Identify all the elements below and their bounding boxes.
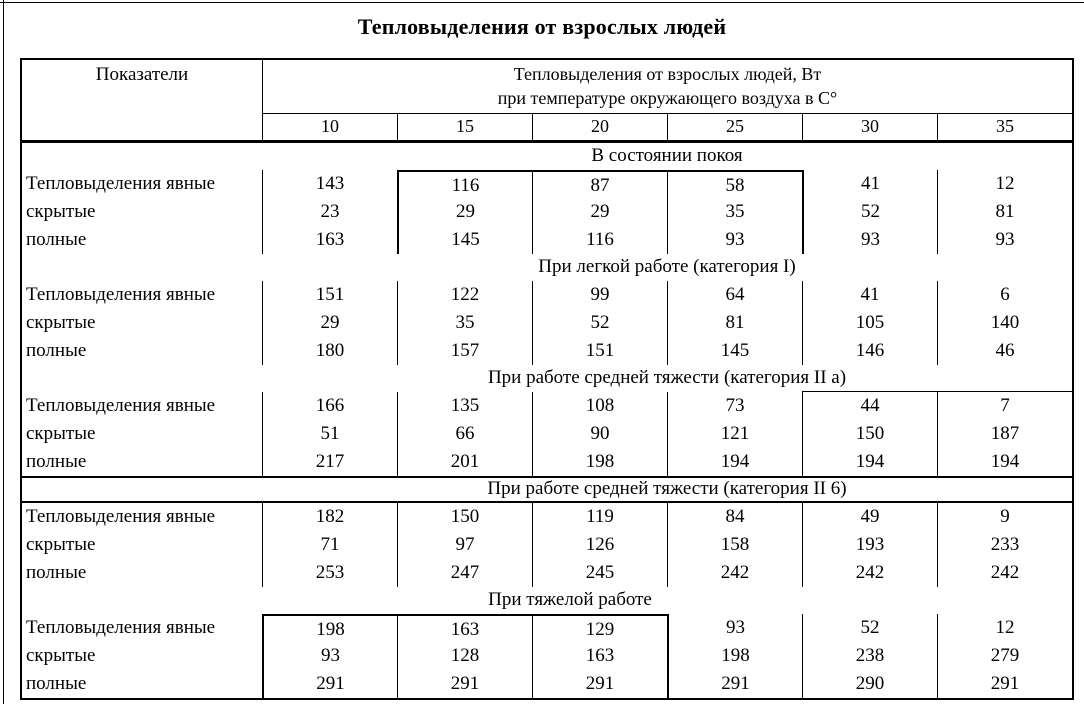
data-cell: 135: [397, 392, 532, 420]
row-label: Тепловыделения явные: [26, 395, 216, 416]
data-cell: 163: [397, 614, 532, 643]
data-cell: 140: [937, 309, 1072, 337]
data-cell: 35: [667, 198, 802, 226]
table-row: [22, 170, 1072, 198]
data-cell: 242: [802, 559, 937, 587]
data-cell: 128: [397, 642, 532, 670]
data-cell: 182: [262, 503, 397, 531]
data-cell: 29: [532, 198, 667, 226]
data-cell: 93: [667, 226, 802, 254]
data-cell: 291: [262, 670, 397, 698]
row-label: Тепловыделения явные: [26, 617, 216, 638]
section-title: При работе средней тяжести (категория II а): [22, 365, 1072, 392]
data-cell: 279: [937, 642, 1072, 670]
row-label: полные: [26, 340, 87, 361]
temp-column-header: 15: [397, 114, 532, 140]
data-cell: 217: [262, 448, 397, 476]
data-cell: 151: [262, 281, 397, 309]
data-cell: 64: [667, 281, 802, 309]
data-cell: 122: [397, 281, 532, 309]
merged-column-header: [262, 60, 1072, 114]
data-cell: 81: [937, 198, 1072, 226]
data-cell: 233: [937, 531, 1072, 559]
data-cell: 52: [532, 309, 667, 337]
row-label: полные: [26, 229, 87, 250]
partial-border-line: [802, 391, 1072, 392]
data-cell: 41: [802, 281, 937, 309]
data-cell: 150: [802, 420, 937, 448]
page-frame-left: [3, 0, 4, 704]
data-cell: 163: [532, 642, 667, 670]
table-row: [22, 503, 1072, 531]
data-cell: 291: [532, 670, 667, 698]
data-cell: 198: [262, 614, 397, 643]
data-cell: 66: [397, 420, 532, 448]
row-label: полные: [26, 562, 87, 583]
data-cell: 51: [262, 420, 397, 448]
table-row: [22, 614, 1072, 642]
data-cell: 93: [667, 614, 802, 643]
data-cell: 143: [262, 170, 397, 199]
data-cell: 291: [667, 670, 802, 698]
data-cell: 158: [667, 531, 802, 559]
data-cell: 145: [397, 226, 532, 254]
data-cell: 194: [937, 448, 1072, 476]
data-cell: 198: [667, 642, 802, 670]
table-row: [22, 281, 1072, 309]
data-cell: 291: [937, 670, 1072, 698]
data-cell: 245: [532, 559, 667, 587]
data-cell: 247: [397, 559, 532, 587]
table-row: [22, 309, 1072, 337]
data-cell: 52: [802, 614, 937, 643]
data-cell: 126: [532, 531, 667, 559]
data-cell: 116: [532, 226, 667, 254]
data-cell: 150: [397, 503, 532, 531]
table-body: [22, 143, 1072, 698]
temp-column-header: 30: [802, 114, 937, 140]
data-cell: 163: [262, 226, 397, 254]
temp-column-header: 10: [262, 114, 397, 140]
data-cell: 87: [532, 170, 667, 199]
table-row: [22, 642, 1072, 670]
column-header-line2: при температуре окружающего воздуха в С°: [497, 88, 838, 108]
table-row: [22, 226, 1072, 254]
table-row: [22, 198, 1072, 226]
data-cell: 84: [667, 503, 802, 531]
data-cell: 242: [667, 559, 802, 587]
row-label: Тепловыделения явные: [26, 506, 216, 527]
data-cell: 242: [937, 559, 1072, 587]
data-cell: 146: [802, 337, 937, 365]
row-label: скрытые: [26, 201, 96, 222]
data-cell: 193: [802, 531, 937, 559]
row-label: полные: [26, 673, 87, 694]
temp-column-header: 20: [532, 114, 667, 140]
section-title: При работе средней тяжести (категория II 6): [22, 476, 1072, 503]
data-cell: 238: [802, 642, 937, 670]
section-title: В состоянии покоя: [591, 145, 743, 166]
data-cell: 29: [397, 198, 532, 226]
data-cell: 35: [397, 309, 532, 337]
data-cell: 198: [532, 448, 667, 476]
heat-emissions-table: [20, 58, 1074, 700]
table-row: [22, 670, 1072, 698]
data-cell: 29: [262, 309, 397, 337]
table-row: [22, 531, 1072, 559]
data-cell: 93: [262, 642, 397, 670]
data-cell: 105: [802, 309, 937, 337]
data-cell: 44: [802, 392, 937, 420]
data-cell: 41: [802, 170, 937, 199]
data-cell: 52: [802, 198, 937, 226]
data-cell: 121: [667, 420, 802, 448]
data-cell: 180: [262, 337, 397, 365]
table-header: [22, 60, 1072, 143]
row-label: скрытые: [26, 645, 96, 666]
data-cell: 99: [532, 281, 667, 309]
data-cell: 290: [802, 670, 937, 698]
row-label: Тепловыделения явные: [26, 284, 216, 305]
data-cell: 97: [397, 531, 532, 559]
data-cell: 12: [937, 614, 1072, 643]
data-cell: 129: [532, 614, 667, 643]
data-cell: 116: [397, 170, 532, 199]
row-label: полные: [26, 451, 87, 472]
table-row: [22, 337, 1072, 365]
table-row: [22, 392, 1072, 420]
row-label: скрытые: [26, 312, 96, 333]
data-cell: 12: [937, 170, 1072, 199]
table-row: [22, 420, 1072, 448]
data-cell: 108: [532, 392, 667, 420]
data-cell: 90: [532, 420, 667, 448]
data-cell: 49: [802, 503, 937, 531]
section-title: При тяжелой работе: [488, 589, 652, 610]
data-cell: 119: [532, 503, 667, 531]
row-label: скрытые: [26, 423, 96, 444]
row-label: скрытые: [26, 534, 96, 555]
data-cell: 71: [262, 531, 397, 559]
data-cell: 73: [667, 392, 802, 420]
page-title: Тепловыделения от взрослых людей: [357, 14, 727, 39]
temp-column-header: 25: [667, 114, 802, 140]
data-cell: 194: [667, 448, 802, 476]
temp-column-header: 35: [937, 114, 1072, 140]
page-frame-top: [0, 2, 1084, 3]
data-cell: 253: [262, 559, 397, 587]
data-cell: 145: [667, 337, 802, 365]
data-cell: 201: [397, 448, 532, 476]
table-row: [22, 559, 1072, 587]
data-cell: 194: [802, 448, 937, 476]
column-header-line1: Тепловыделения от взрослых людей, Вт: [513, 64, 822, 84]
data-cell: 58: [667, 170, 802, 199]
data-cell: 7: [937, 392, 1072, 420]
data-cell: 166: [262, 392, 397, 420]
data-cell: 9: [937, 503, 1072, 531]
data-cell: 291: [397, 670, 532, 698]
data-cell: 157: [397, 337, 532, 365]
data-cell: 151: [532, 337, 667, 365]
data-cell: 93: [802, 226, 937, 254]
data-cell: 6: [937, 281, 1072, 309]
data-cell: 46: [937, 337, 1072, 365]
table-row: [22, 448, 1072, 476]
data-cell: 93: [937, 226, 1072, 254]
data-cell: 81: [667, 309, 802, 337]
data-cell: 187: [937, 420, 1072, 448]
section-title: При легкой работе (категория I): [538, 256, 796, 277]
corner-header: Показатели: [95, 64, 189, 85]
data-cell: 23: [262, 198, 397, 226]
row-label: Тепловыделения явные: [26, 173, 216, 194]
